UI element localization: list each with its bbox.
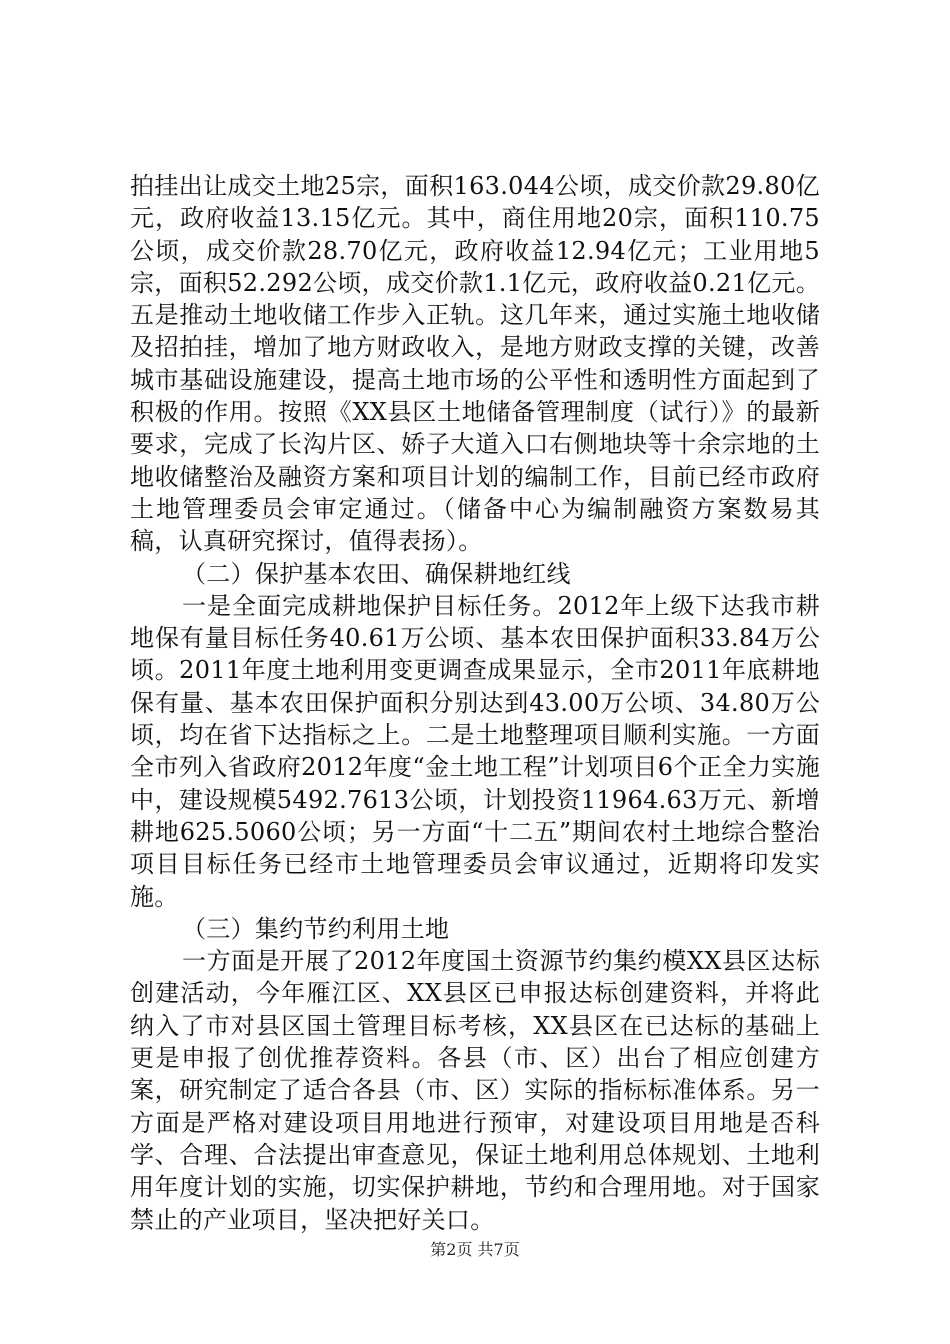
document-body	[130, 170, 820, 1236]
paragraph-intensive-land-use: 一方面是开展了2012年度国土资源节约集约模XX县区达标创建活动，今年雁江区、XX县区已申报达标创建资料，并将此纳入了市对县区国土管理目标考核，XX县区在已达标的基础上更是申报了创优推荐资料。各县（市、区）出台了相应创建方案，研究制定了适合各县（市、区）实际的指标标准体系。另一方面是严格对建设项目用地进行预审，对建设项目用地是否科学、合理、合法提出审查意见，保证土地利用总体规划、土地利用年度计划的实施，切实保护耕地，节约和合理用地。对于国家禁止的产业项目，坚决把好关口。	[130, 947, 820, 1234]
paragraph-land-transfer: 拍挂出让成交土地25宗，面积163.044公顷，成交价款29.80亿元，政府收益13.15亿元。其中，商住用地20宗，面积110.75公顷，成交价款28.70亿元，政府收益12.94亿元；工业用地5宗，面积52.292公顷，成交价款1.1亿元，政府收益0.21亿元。五是推动土地收储工作步入正轨。这几年来，通过实施土地收储及招拍挂，增加了地方财政收入，是地方财政支撑的关键，改善城市基础设施建设，提高土地市场的公平性和透明性方面起到了积极的作用。按照《XX县区土地储备管理制度（试行）》的最新要求，完成了长沟片区、娇子大道入口右侧地块等十余宗地的土地收储整治及融资方案和项目计划的编制工作，目前已经市政府土地管理委员会审定通过。（储备中心为编制融资方案数易其稿，认真研究探讨，值得表扬）。	[130, 172, 820, 556]
page-footer	[0, 1240, 950, 1260]
paragraph-farmland-protection: 一是全面完成耕地保护目标任务。2012年上级下达我市耕地保有量目标任务40.61万公顷、基本农田保护面积33.84万公顷。2011年度土地利用变更调查成果显示，全市2011年底耕地保有量、基本农田保护面积分别达到43.00万公顷、34.80万公顷，均在省下达指标之上。二是土地整理项目顺利实施。一方面全市列入省政府2012年度“金土地工程”计划项目6个正全力实施中，建设规模5492.7613公顷，计划投资11964.63万元、新增耕地625.5060公顷；另一方面“十二五”期间农村土地综合整治项目目标任务已经市土地管理委员会审议通过，近期将印发实施。	[130, 591, 820, 911]
section-heading-farmland-protection: （二）保护基本农田、确保耕地红线	[182, 559, 571, 588]
section-heading-intensive-land-use: （三）集约节约利用土地	[182, 914, 450, 943]
page-number: 第2页 共7页	[430, 1240, 520, 1259]
